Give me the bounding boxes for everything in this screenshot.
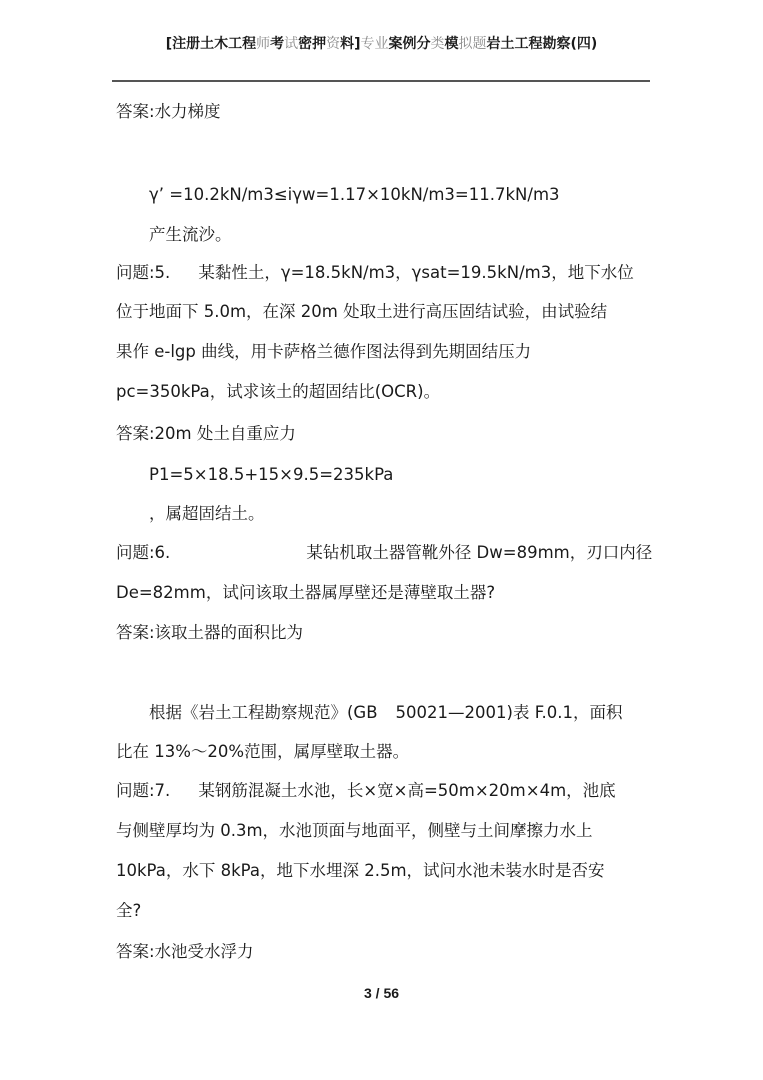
- answer-line: 产生流沙。: [149, 225, 232, 244]
- question-6-line: De=82mm，试问该取土器属厚壁还是薄壁取土器?: [116, 583, 496, 602]
- header-seg: 类: [430, 36, 445, 52]
- header-seg: 岩土工程勘察(四): [486, 36, 598, 52]
- question-5-line: 果作 e-lgp 曲线，用卡萨格兰德作图法得到先期固结压力: [116, 342, 532, 361]
- question-5-line: 位于地面下 5.0m，在深 20m 处取土进行高压固结试验，由试验结: [116, 302, 608, 321]
- header-seg: 试: [284, 36, 299, 52]
- question-6-line: [116, 542, 656, 564]
- header-seg: 案例分: [388, 36, 431, 52]
- header-seg: 密押: [298, 36, 327, 52]
- question-text: 某钻机取土器管靴外径 Dw=89mm，刃口内径: [306, 543, 653, 562]
- page-number: 3 / 56: [363, 985, 400, 1001]
- question-7-line: 10kPa，水下 8kPa，地下水埋深 2.5m，试问水池未装水时是否安: [116, 861, 605, 880]
- answer-line: 答案:20m 处土自重应力: [116, 424, 296, 443]
- question-7-line: 与侧壁厚均为 0.3m，水池顶面与地面平，侧壁与土间摩擦力水上: [116, 821, 593, 840]
- question-label: 问题:5.: [116, 263, 171, 282]
- question-5-line: [116, 262, 656, 284]
- header-seg: 模: [444, 36, 459, 52]
- header-divider: [112, 80, 650, 82]
- answer-line: 答案:水力梯度: [116, 102, 221, 121]
- page-header: [0, 34, 763, 54]
- question-label: 问题:7.: [116, 781, 171, 800]
- header-seg: 拟题: [458, 36, 487, 52]
- header-seg: 料]: [340, 36, 361, 52]
- header-seg: 考: [270, 36, 285, 52]
- question-5-line: pc=350kPa，试求该土的超固结比(OCR)。: [116, 382, 441, 401]
- question-label: 问题:6.: [116, 543, 171, 562]
- header-seg: 资: [326, 36, 341, 52]
- header-seg: 师: [256, 36, 271, 52]
- formula-line: P1=5×18.5+15×9.5=235kPa: [149, 465, 394, 484]
- answer-line: [149, 702, 689, 724]
- question-text: 某黏性土，γ=18.5kN/m3，γsat=19.5kN/m3，地下水位: [198, 263, 634, 282]
- formula-line: γ’ =10.2kN/m3≤iγw=1.17×10kN/m3=11.7kN/m3: [149, 185, 560, 204]
- answer-line: 比在 13%～20%范围，属厚壁取土器。: [116, 742, 410, 761]
- answer-line: 答案:水池受水浮力: [116, 942, 254, 961]
- answer-line: ，属超固结土。: [149, 504, 265, 523]
- header-seg: 专业: [360, 36, 389, 52]
- answer-text: 50021—2001)表 F.0.1，面积: [395, 703, 623, 722]
- answer-text: 根据《岩土工程勘察规范》(GB: [149, 703, 378, 722]
- question-7-line: [116, 780, 656, 802]
- header-seg: [注册土木工程: [165, 36, 257, 52]
- question-7-line: 全?: [116, 901, 142, 920]
- answer-line: 答案:该取土器的面积比为: [116, 623, 304, 642]
- question-text: 某钢筋混凝土水池，长×宽×高=50m×20m×4m，池底: [198, 781, 616, 800]
